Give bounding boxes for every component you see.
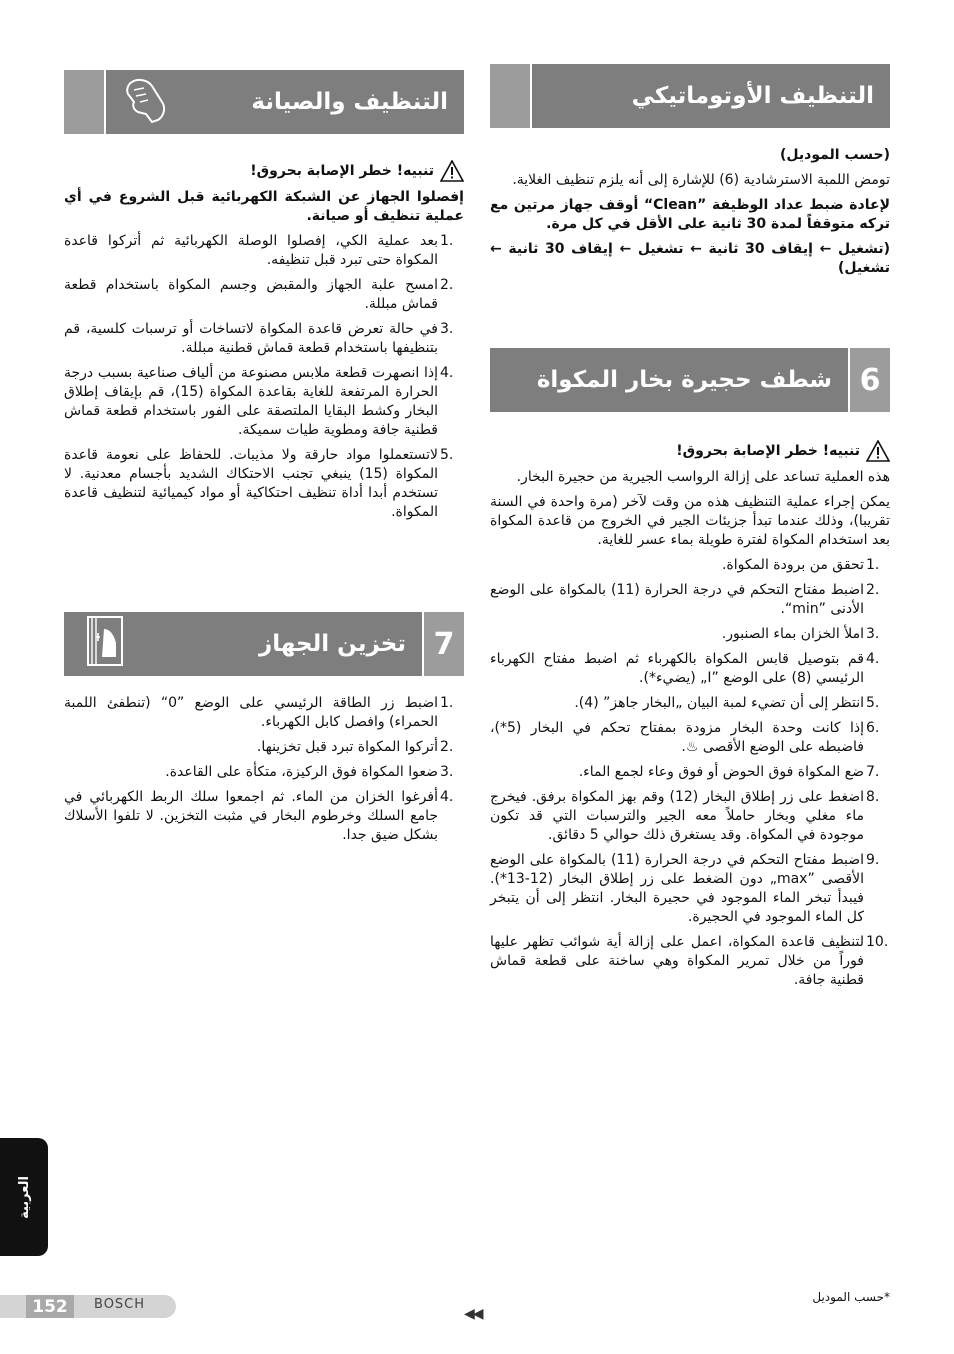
- descale-intro-1: هذه العملية تساعد على إزالة الرواسب الجيرية من حجيرة البخار.: [516, 469, 890, 485]
- section-number-7: 7: [424, 612, 464, 676]
- warning-icon: [440, 160, 464, 182]
- storage-title: تخزين الجهاز: [258, 631, 406, 657]
- brand-name: BOSCH: [94, 1297, 146, 1312]
- list-item: 4. إذا انصهرت قطعة ملابس مصنوعة من ألياف صناعية بسبب درجة الحرارة المرتفعة للغاية بقاعدة المكواة (15)، قم بإيقاف إطلاق البخار وكشط البقايا الملتصقة على الفور باستخدام قطعة قماش قطنية جافة ومطوية طيات سميكة.: [64, 365, 454, 438]
- cleaning-hand-icon: [106, 72, 172, 132]
- list-item: 4. قم بتوصيل قابس المكواة بالكهرباء ثم اضبط مفتاح الكهرباء الرئيسي (8) على الوضع ”I„ (يضيء*).: [490, 651, 880, 686]
- list-item: 9. اضبط مفتاح التحكم في درجة الحرارة (11) بالمكواة على الوضع الأقصى ”max„ دون الضغط على زر إطلاق البخار (12-13*). فيبدأ تبخر الماء الموجود في حجيرة البخار. انتظر إلى أن يتبخر كل الماء الموجود في الحجيرة.: [490, 852, 880, 925]
- header-spacer: [64, 70, 104, 134]
- storage-steps: [64, 694, 464, 845]
- language-tab: [0, 1138, 48, 1256]
- list-item: 5. انتظر إلى أن تضيء لمبة البيان „البخار جاهز” (4).: [574, 695, 880, 711]
- cleaning-warning-text: تنبيه! خطر الإصابة بحروق!: [250, 162, 434, 179]
- cleaning-title-bar: [106, 70, 464, 134]
- list-item: 4. أفرغوا الخزان من الماء. ثم اجمعوا سلك الربط الكهربائي في جامع السلك وخرطوم البخار في مثبت التخزين. لا تلفوا الأسلاك بشكل ضيق جدا.: [64, 789, 454, 843]
- list-item: 3. املأ الخزان بماء الصنبور.: [721, 626, 880, 642]
- list-item: 2. اضبط مفتاح التحكم في درجة الحرارة (11) بالمكواة على الوضع الأدنى ”min“.: [490, 582, 880, 617]
- descale-title-bar: [490, 348, 848, 412]
- descale-intro-2: يمكن إجراء عملية التنظيف هذه من وقت لآخر (مرة واحدة في السنة تقريبا)، وذلك عندما تبدأ جزيئات الجير في الخروج من قاعدة المكواة بعد استخدام المكواة لفترة طويلة بماء عسر للغاية.: [490, 494, 890, 548]
- list-item: 1. بعد عملية الكي، إفصلوا الوصلة الكهربائية ثم أتركوا قاعدة المكواة حتى تبرد قبل تنظيفه.: [64, 233, 454, 268]
- descale-warning-text: تنبيه! خطر الإصابة بحروق!: [676, 442, 860, 459]
- language-tab-label: العربية: [16, 1175, 32, 1219]
- warning-icon: [866, 440, 890, 462]
- list-item: 2. أتركوا المكواة تبرد قبل تخزينها.: [256, 739, 454, 755]
- cleaning-steps: [64, 232, 464, 522]
- section-number-6: 6: [850, 348, 890, 412]
- header-spacer: [490, 64, 530, 128]
- list-item: 3. في حالة تعرض قاعدة المكواة لاتساخات أو ترسبات كلسية، قم بتنظيفها باستخدام قطعة قماش قطنية مبللة.: [64, 321, 454, 356]
- auto-clean-p3: (تشغيل ← إيقاف 30 ثانية ← تشغيل ← إيقاف 30 ثانية ← تشغيل): [490, 241, 890, 276]
- iron-storage-icon: [64, 613, 130, 675]
- list-item: 10. لتنظيف قاعدة المكواة، اعمل على إزالة أية شوائب تظهر عليها فوراً من خلال تمرير المكواة وهي ساخنة على قطعة قماش قطنية جافة.: [490, 934, 889, 988]
- list-item: 1. اضبط زر الطاقة الرئيسي على الوضع ”0“ (تنطفئ اللمبة الحمراء) وافصل كابل الكهرباء.: [64, 695, 454, 730]
- list-item: 1. تحقق من برودة المكواة.: [721, 557, 880, 573]
- page-number: 152: [26, 1295, 74, 1318]
- descale-warning: [490, 440, 890, 462]
- descale-steps: [490, 556, 890, 990]
- auto-clean-title-bar: [532, 64, 890, 128]
- auto-clean-title: التنظيف الأوتوماتيكي: [631, 83, 874, 109]
- footnote: *حسب الموديل: [812, 1290, 890, 1304]
- auto-clean-p1: تومض اللمبة الاسترشادية (6) للإشارة إلى أنه يلزم تنظيف الغلاية.: [512, 172, 890, 188]
- descale-section: [490, 440, 890, 996]
- auto-clean-section: [490, 146, 890, 284]
- cleaning-section: [64, 160, 464, 528]
- cleaning-warning: [64, 160, 464, 182]
- list-item: 2. امسح علبة الجهاز والمقبض وجسم المكواة باستخدام قطعة قماش مبللة.: [64, 277, 454, 312]
- cleaning-bold-note: إفصلوا الجهاز عن الشبكة الكهربائية قبل الشروع في أي عملية تنظيف أو صيانة.: [64, 189, 464, 224]
- cleaning-title: التنظيف والصيانة: [251, 89, 448, 115]
- list-item: 6. إذا كانت وحدة البخار مزودة بمفتاح تحكم في البخار (5*)، فاضبطه على الوضع الأقصى ♨.: [490, 720, 880, 755]
- auto-clean-p2: لإعادة ضبط عداد الوظيفة ”Clean“ أوقف جهاز مرتين مع تركه متوقفاً لمدة 30 ثانية على الأقل في كل مرة.: [490, 197, 890, 232]
- page-nav-arrows-icon[interactable]: ◀◀: [464, 1306, 482, 1322]
- storage-header: [64, 612, 464, 676]
- storage-section: [64, 694, 464, 851]
- descale-header: [490, 348, 890, 412]
- storage-title-bar: [64, 612, 422, 676]
- auto-clean-header: [490, 64, 890, 128]
- descale-title: شطف حجيرة بخار المكواة: [536, 367, 832, 393]
- list-item: 3. ضعوا المكواة فوق الركيزة، متكأة على القاعدة.: [165, 764, 454, 780]
- cleaning-header: [64, 70, 464, 134]
- list-item: 7. ضع المكواة فوق الحوض أو فوق وعاء لجمع الماء.: [578, 764, 880, 780]
- model-note: (حسب الموديل): [780, 147, 890, 163]
- list-item: 8. اضغط على زر إطلاق البخار (12) وقم بهز المكواة برفق. فيخرج ماء مغلي وبخار حاملاً معه الجير والترسبات التي قد تكون موجودة في المكواة. وقد يستغرق ذلك حوالي 5 دقائق.: [490, 789, 880, 843]
- list-item: 5. لاتستعملوا مواد حارقة ولا مذيبات. للحفاظ على نعومة قاعدة المكواة (15) ينبغي تجنب الاحتكاك الشديد بأجسام معدنية. لا تستخدم أبدا أداة تنظيف احتكاكية أو مواد كيميائية لتنظيف قاعدة المكواة.: [64, 447, 454, 520]
